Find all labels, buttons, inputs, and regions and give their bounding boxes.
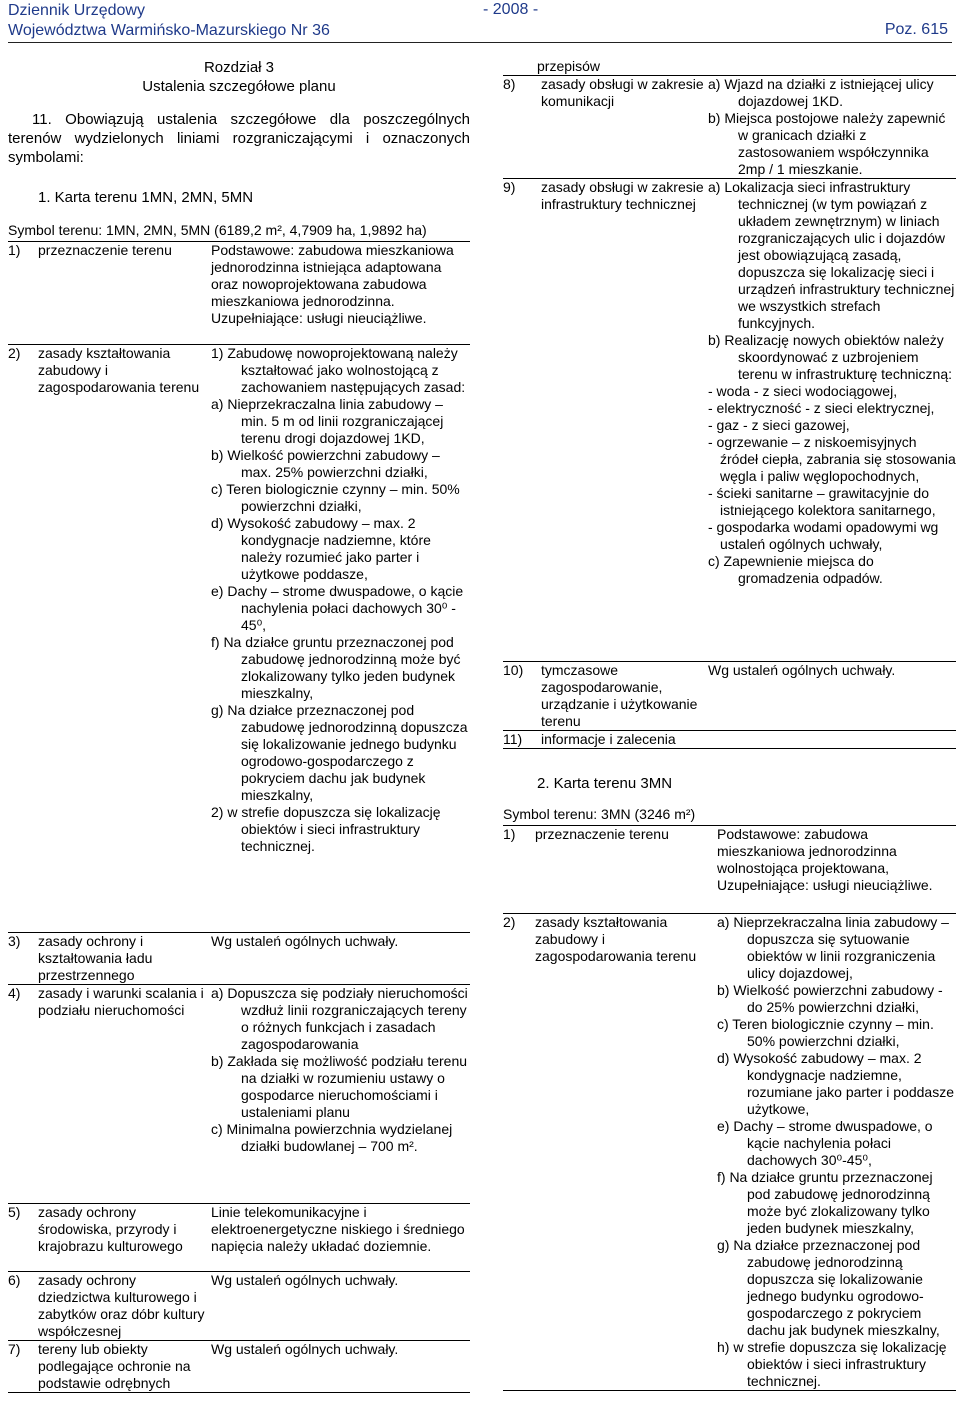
- row-value-line: f) Na działce gruntu przeznaczonej pod zabudowę jednorodzinną może być zlokalizowany tylko jeden budynek mieszkalny,: [717, 1169, 933, 1236]
- paragraph-11: 11. Obowiązują ustalenia szczegółowe dla poszczególnych terenów wydzielonych liniami rozgraniczającymi i oznaczonych symbolami:: [8, 111, 470, 166]
- row-key: [8, 1204, 211, 1271]
- table-row: [503, 662, 956, 731]
- row-label-cont: przepisów: [537, 58, 601, 74]
- symbol-line-1: Symbol terenu: 1MN, 2MN, 5MN (6189,2 m², 4,7909 ha, 1,9892 ha): [8, 222, 470, 242]
- row-value-line: - gospodarka wodami opadowymi wg ustaleń ogólnych uchwały,: [708, 519, 939, 552]
- row-value-line: Wg ustaleń ogólnych uchwały.: [211, 1341, 399, 1357]
- row-value-line: - ogrzewanie – z niskoemisyjnych źródeł ciepła, zabrania się stosowania węgla i paliw węglopochodnych,: [708, 434, 956, 484]
- row-value: [211, 242, 470, 344]
- row-value-line: Wg ustaleń ogólnych uchwały.: [211, 933, 399, 949]
- row-value-line: d) Wysokość zabudowy – max. 2 kondygnacje nadziemne, rozumiane jako parter i poddasze użytkowe,: [717, 1050, 955, 1117]
- table-row: [8, 1204, 470, 1272]
- row-value-line: c) Teren biologicznie czynny – min. 50% powierzchni działki,: [211, 481, 460, 514]
- row-value-line: Uzupełniające: usługi nieuciążliwe.: [717, 877, 933, 893]
- row-label: zasady ochrony środowiska, przyrody i krajobrazu kulturowego: [38, 1204, 183, 1254]
- row-key: [503, 826, 717, 913]
- row-value-line: Linie telekomunikacyjne i elektroenergetyczne niskiego i średniego napięcia należy układać doziemnie.: [211, 1204, 465, 1254]
- row-value: [708, 76, 956, 178]
- row-number: 11): [503, 731, 523, 747]
- row-key: [503, 662, 708, 730]
- row-value-line: Podstawowe: zabudowa mieszkaniowa jednorodzinna istniejąca adaptowana oraz nowoprojektowana zabudowa mieszkaniowa jednorodzinna.: [211, 242, 454, 309]
- row-value-line: Uzupełniające: usługi nieuciążliwe.: [211, 310, 427, 326]
- row-value: [211, 1341, 470, 1392]
- card-title-1: 1. Karta terenu 1MN, 2MN, 5MN: [38, 189, 254, 206]
- row-value-line: h) w strefie dopuszcza się lokalizację obiektów i sieci infrastruktury technicznej.: [717, 1339, 947, 1389]
- row-value-line: b) Wielkość powierzchni zabudowy - do 25% powierzchni działki,: [717, 982, 943, 1015]
- row-value: [708, 179, 956, 661]
- row-value-line: g) Na działce przeznaczonej pod zabudowę jednorodzinną dopuszcza się lokalizowanie jednego budynku ogrodowo-gospodarczego z pokryciem dachu jak budynek mieszkalny,: [717, 1237, 940, 1338]
- row-label: zasady obsługi w zakresie infrastruktury technicznej: [541, 179, 704, 212]
- row-value: [708, 731, 956, 748]
- row-value-line: d) Wysokość zabudowy – max. 2 kondygnacje nadziemne, które należy rozumieć jako parter i użytkowe poddasze,: [211, 515, 431, 582]
- row-key: [8, 345, 211, 932]
- row-value: [211, 933, 470, 984]
- left-column: [8, 58, 470, 1393]
- row-label: informacje i zalecenia: [541, 731, 676, 747]
- table-row: [8, 1341, 470, 1393]
- row-value-line: - gaz - z sieci gazowej,: [708, 417, 850, 433]
- row-value-line: e) Dachy – strome dwuspadowe, o kącie nachylenia połaci dachowych 30⁰-45⁰,: [717, 1118, 933, 1168]
- table-row: [8, 242, 470, 345]
- row-number: 3): [8, 933, 21, 949]
- row-number: 6): [8, 1272, 21, 1288]
- row-label: zasady obsługi w zakresie komunikacji: [541, 76, 704, 109]
- table-row: [8, 345, 470, 933]
- row-number: 9): [503, 179, 516, 195]
- row-value-line: Wg ustaleń ogólnych uchwały.: [708, 662, 896, 678]
- table-row: [503, 914, 956, 1391]
- row-value: [211, 345, 470, 932]
- row-value-line: a) Nieprzekraczalna linia zabudowy – min. 5 m od linii rozgraniczającej terenu drogi dojazdowej 1KD,: [211, 396, 444, 446]
- journal-subtitle: Województwa Warmińsko-Mazurskiego Nr 36: [8, 22, 330, 39]
- row-key: [8, 242, 211, 344]
- table-row: [8, 985, 470, 1204]
- row-label: zasady kształtowania zabudowy i zagospodarowania terenu: [38, 345, 200, 395]
- row-key: [503, 914, 717, 1390]
- table-row: [8, 1272, 470, 1341]
- row-key: [8, 1341, 211, 1392]
- table-row: [503, 76, 956, 179]
- row-value-line: c) Zapewnienie miejsca do gromadzenia odpadów.: [708, 553, 883, 586]
- row-number: 2): [503, 914, 516, 930]
- row-value-line: b) Miejsca postojowe należy zapewnić w granicach działki z zastosowaniem współczynnika 2mp / 1 mieszkanie.: [708, 110, 946, 177]
- row-value-line: 1) Zabudowę nowoprojektowaną należy kształtować jako wolnostojącą z zachowaniem następujących zasad:: [211, 345, 466, 395]
- row-label: przeznaczenie terenu: [535, 826, 669, 842]
- row-value-line: a) Dopuszcza się podziały nieruchomości wzdłuż linii rozgraniczających tereny o różnych funkcjach i zasadach zagospodarowania: [211, 985, 468, 1052]
- symbol-line-2: Symbol terenu: 3MN (3246 m²): [503, 806, 956, 826]
- row-key: [503, 731, 708, 748]
- table-row: [8, 933, 470, 985]
- row-value: [211, 1272, 470, 1340]
- row-key: [8, 933, 211, 984]
- row-value-line: e) Dachy – strome dwuspadowe, o kącie nachylenia połaci dachowych 30⁰ - 45⁰,: [211, 583, 464, 633]
- card-title-2: 2. Karta terenu 3MN: [537, 775, 673, 792]
- row-value-line: - elektryczność - z sieci elektrycznej,: [708, 400, 935, 416]
- table-row: [503, 179, 956, 662]
- row-label: zasady kształtowania zabudowy i zagospodarowania terenu: [535, 914, 697, 964]
- row-label: tymczasowe zagospodarowanie, urządzanie i użytkowanie terenu: [541, 662, 698, 729]
- row-number: 7): [8, 1341, 21, 1357]
- row-value-line: Wg ustaleń ogólnych uchwały.: [211, 1272, 399, 1288]
- row-value-line: c) Minimalna powierzchnia wydzielanej działki budowlanej – 700 m².: [211, 1121, 453, 1154]
- row-number: 5): [8, 1204, 21, 1220]
- row-value: [717, 826, 956, 913]
- row-value-line: - ścieki sanitarne – grawitacyjnie do istniejącego kolektora sanitarnego,: [708, 485, 936, 518]
- row-label: przeznaczenie terenu: [38, 242, 172, 258]
- row-value: [717, 914, 956, 1390]
- row-value: [211, 985, 470, 1203]
- row-number: 10): [503, 662, 524, 678]
- journal-year: - 2008 -: [483, 1, 539, 18]
- journal-title: Dziennik Urzędowy: [8, 2, 145, 19]
- row-value-line: b) Zakłada się możliwość podziału terenu na działki w rozumieniu ustawy o gospodarce nieruchomościami i ustaleniami planu: [211, 1053, 468, 1120]
- right-column: [503, 58, 956, 1391]
- row-value-line: a) Nieprzekraczalna linia zabudowy – dopuszcza się sytuowanie obiektów w linii rozgraniczenia ulicy dojazdowej,: [717, 914, 949, 981]
- row-key: [503, 76, 708, 178]
- row-value: [708, 662, 956, 730]
- row-key: [8, 1272, 211, 1340]
- row-value-line: - woda - z sieci wodociągowej,: [708, 383, 898, 399]
- row-label: tereny lub obiekty podlegające ochronie na podstawie odrębnych: [38, 1341, 191, 1391]
- row-number: 1): [8, 242, 21, 258]
- row-label: zasady ochrony dziedzictwa kulturowego i zabytków oraz dóbr kultury współczesnej: [38, 1272, 205, 1339]
- row-number: 2): [8, 345, 21, 361]
- chapter-title: Ustalenia szczegółowe planu: [142, 78, 336, 95]
- row-value-line: a) Wjazd na działki z istniejącej ulicy dojazdowej 1KD.: [708, 76, 934, 109]
- table-row: [503, 731, 956, 749]
- row-key: [8, 985, 211, 1203]
- row-number: 8): [503, 76, 516, 92]
- page-header: [8, 0, 952, 43]
- row-key: [503, 179, 708, 661]
- row-label: zasady ochrony i kształtowania ładu przestrzennego: [38, 933, 153, 983]
- row-value-line: b) Wielkość powierzchni zabudowy – max. 25% powierzchni działki,: [211, 447, 440, 480]
- table-row-cont: [503, 58, 956, 75]
- row-value-line: a) Lokalizacja sieci infrastruktury technicznej (w tym powiązań z układem zewnętrznym) w liniach rozgraniczających ulic i dojazdów jest obowiązującą zasadą, dopuszcza się lokalizację sieci i urządzeń infrastruktury technicznej we wszystkich strefach funkcyjnych.: [708, 179, 955, 331]
- settlement-table-2: [503, 826, 956, 1391]
- settlement-table-1-cont: [503, 75, 956, 749]
- row-value: [211, 1204, 470, 1271]
- row-value-line: b) Realizację nowych obiektów należy skoordynować z uzbrojeniem terenu w infrastrukturę techniczną:: [708, 332, 952, 382]
- row-value-line: f) Na działce gruntu przeznaczonej pod zabudowę jednorodzinną może być zlokalizowany tylko jeden budynek mieszkalny,: [211, 634, 461, 701]
- row-number: 4): [8, 985, 21, 1001]
- row-value-line: g) Na działce przeznaczonej pod zabudowę jednorodzinną dopuszcza się lokalizowanie jednego budynku ogrodowo-gospodarczego z pokryciem dachu jak budynek mieszkalny,: [211, 702, 468, 803]
- row-value-line: c) Teren biologicznie czynny – min. 50% powierzchni działki,: [717, 1016, 934, 1049]
- row-value-line: 2) w strefie dopuszcza się lokalizację obiektów i sieci infrastruktury technicznej.: [211, 804, 441, 854]
- row-label: zasady i warunki scalania i podziału nieruchomości: [38, 985, 204, 1018]
- table-row: [503, 826, 956, 914]
- settlement-table-1: [8, 242, 470, 1393]
- row-number: 1): [503, 826, 516, 842]
- position-number: Poz. 615: [884, 21, 948, 38]
- chapter-number: Rozdział 3: [203, 59, 275, 76]
- row-value-line: Podstawowe: zabudowa mieszkaniowa jednorodzinna wolnostojąca projektowana,: [717, 826, 897, 876]
